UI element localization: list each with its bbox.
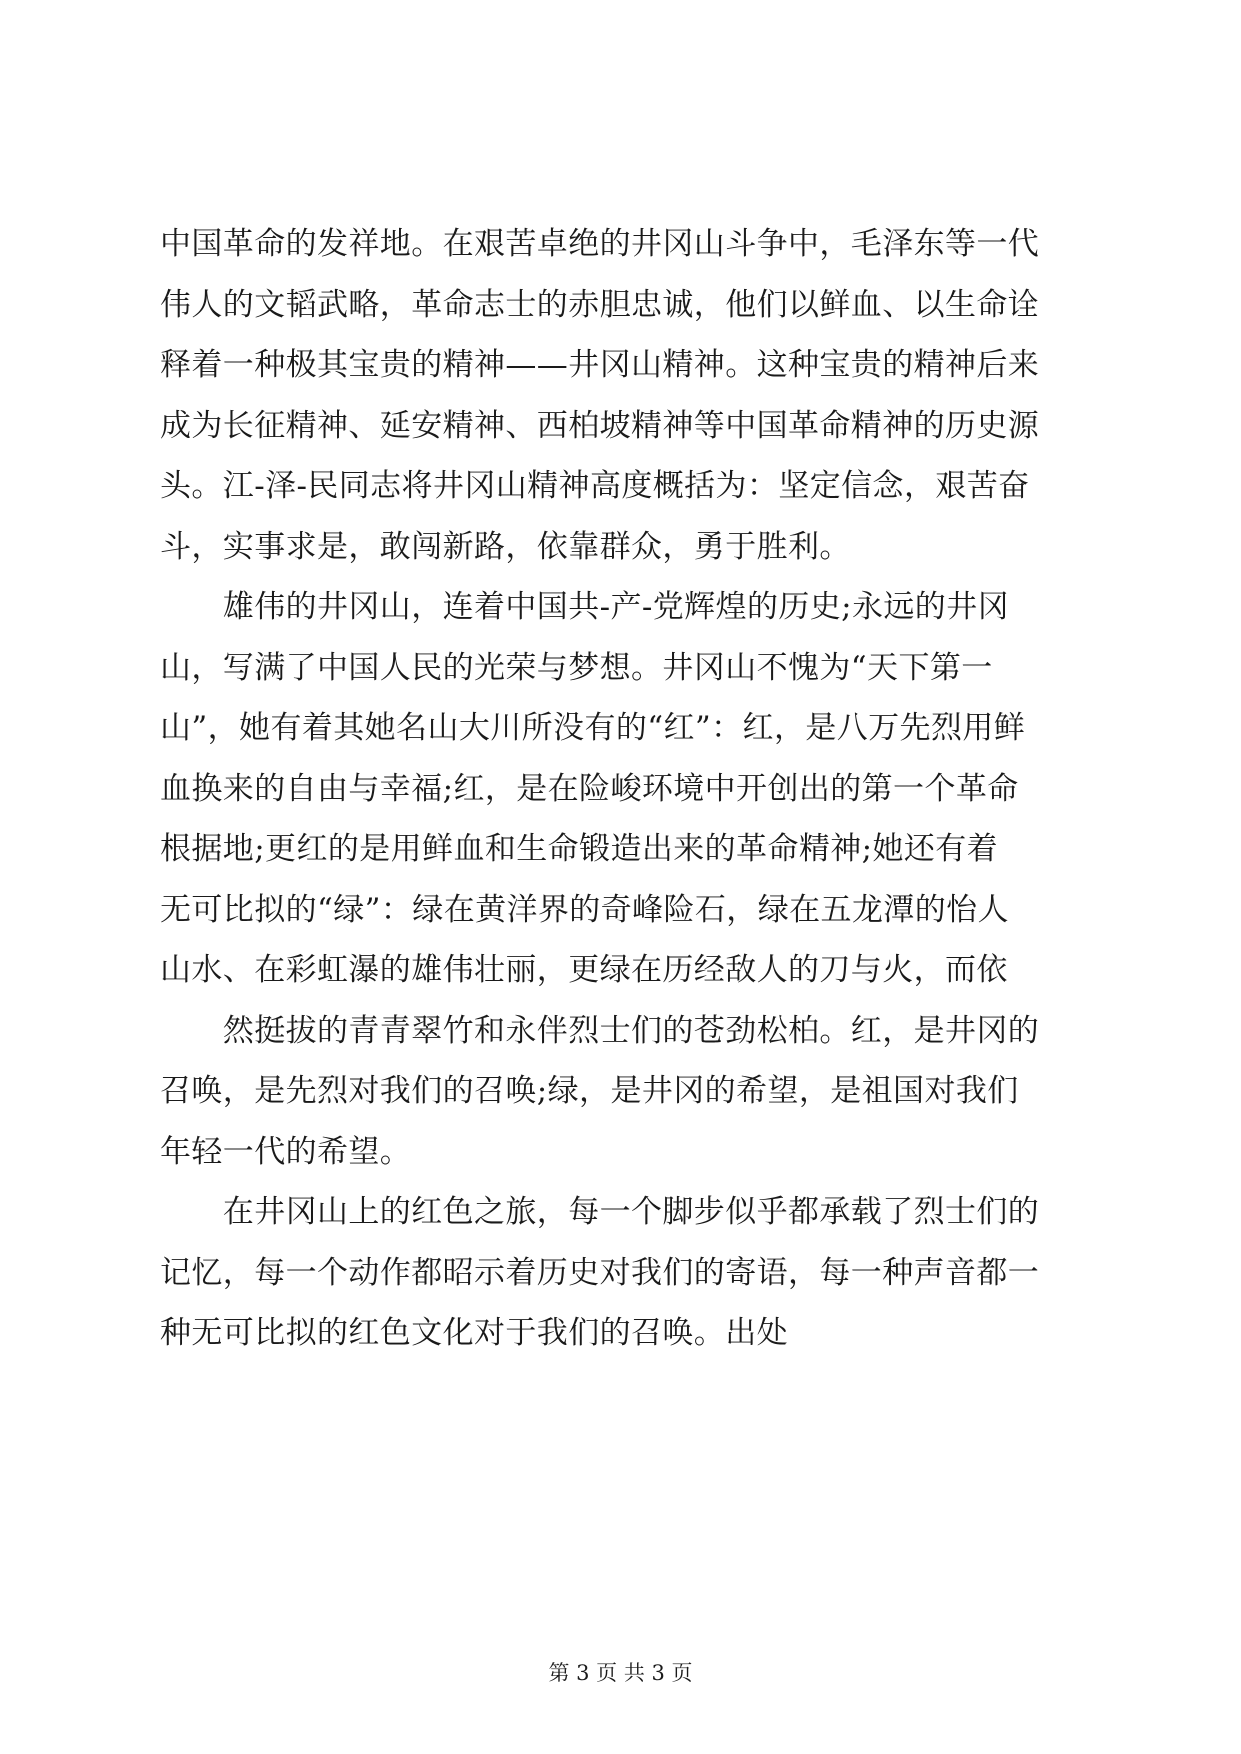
text-line: 记忆，每一个动作都昭示着历史对我们的寄语，每一种声音都一 xyxy=(160,1254,1040,1291)
text-line: 山，写满了中国人民的光荣与梦想。井冈山不愧为“天下第一 xyxy=(160,649,993,686)
text-line: 然挺拔的青青翠竹和永伴烈士们的苍劲松柏。红，是井冈的 xyxy=(160,1012,1040,1049)
text-line: 山”，她有着其她名山大川所没有的“红”：红，是八万先烈用鲜 xyxy=(160,710,1026,746)
text-line: 年轻一代的希望。 xyxy=(160,1133,412,1170)
text-line: 成为长征精神、延安精神、西柏坡精神等中国革命精神的历史源 xyxy=(160,407,1040,444)
text-line: 根据地;更红的是用鲜血和生命锻造出来的革命精神;她还有着 xyxy=(160,831,999,867)
text-line: 释着一种极其宝贵的精神——井冈山精神。这种宝贵的精神后来 xyxy=(160,347,1040,383)
text-line: 召唤，是先烈对我们的召唤;绿，是井冈的希望，是祖国对我们 xyxy=(160,1073,1019,1109)
text-line: 在井冈山上的红色之旅，每一个脚步似乎都承载了烈士们的 xyxy=(160,1194,1040,1230)
text-line: 斗，实事求是，敢闯新路，依靠群众，勇于胜利。 xyxy=(160,528,851,565)
text-line: 种无可比拟的红色文化对于我们的召唤。出处 xyxy=(160,1315,788,1351)
text-line: 雄伟的井冈山，连着中国共-产-党辉煌的历史;永远的井冈 xyxy=(160,589,1009,625)
text-line: 无可比拟的“绿”：绿在黄洋界的奇峰险石，绿在五龙潭的怡人 xyxy=(160,891,1009,928)
page-number-footer: 第 3 页 共 3 页 xyxy=(548,1661,693,1685)
body-text xyxy=(160,214,1090,1364)
text-line: 伟人的文韬武略，革命志士的赤胆忠诚，他们以鲜血、以生命诠 xyxy=(160,286,1040,323)
text-line: 血换来的自由与幸福;红，是在险峻环境中开创出的第一个革命 xyxy=(160,770,1019,807)
text-line: 中国革命的发祥地。在艰苦卓绝的井冈山斗争中，毛泽东等一代 xyxy=(160,226,1040,262)
text-line: 山水、在彩虹瀑的雄伟壮丽，更绿在历经敌人的刀与火，而依 xyxy=(160,952,1008,988)
text-line: 头。江-泽-民同志将井冈山精神高度概括为：坚定信念，艰苦奋 xyxy=(160,468,1030,504)
